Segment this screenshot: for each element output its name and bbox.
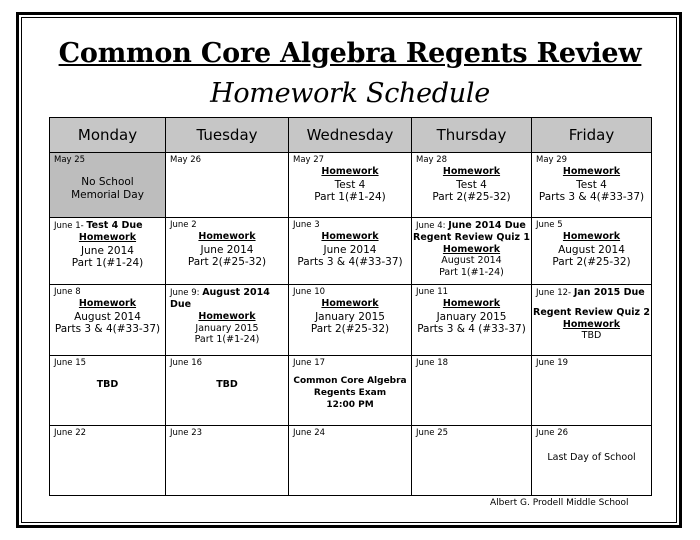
header-thursday: Thursday [412, 118, 532, 153]
event-label: June 2014 Due [448, 220, 526, 231]
date-label: June 15 [54, 358, 87, 368]
day-cell [166, 153, 289, 218]
day-cell [412, 426, 532, 496]
cell-text: Regents Exam [313, 388, 387, 398]
cell-text: 12:00 PM [326, 400, 374, 410]
header-wednesday: Wednesday [289, 118, 412, 153]
day-cell [289, 356, 412, 426]
day-cell [412, 218, 532, 285]
cell-text: Parts 3 & 4(#33-37) [54, 323, 161, 335]
cell-text: TBD [581, 330, 602, 341]
header-friday: Friday [532, 118, 652, 153]
homework-label: Homework [442, 243, 501, 255]
day-cell [50, 426, 166, 496]
day-cell [166, 218, 289, 285]
cell-text: January 2015 [195, 322, 259, 334]
event-label: Regent Review Quiz 2 [533, 307, 650, 318]
cell-text: Test 4 [456, 178, 487, 191]
day-cell [289, 153, 412, 218]
cell-text: Parts 3 & 4(#33-37) [297, 256, 403, 268]
day-cell [532, 285, 652, 356]
date-label: May 25 [54, 155, 86, 165]
date-label: June 3 [293, 220, 320, 230]
day-cell [289, 426, 412, 496]
cell-text: TBD [216, 379, 238, 390]
event-label: Regent Review Quiz 1 [413, 232, 530, 243]
date-line [166, 285, 288, 311]
cell-text: August 2014 [558, 243, 625, 256]
day-cell [166, 426, 289, 496]
date-label: June 11 [416, 287, 449, 297]
cell-text: Test 4 [334, 178, 366, 191]
cell-text: August 2014 [441, 255, 502, 266]
day-cell [412, 153, 532, 218]
cell-text: Part 1(#1-24) [194, 334, 260, 345]
date-label: June 25 [416, 428, 449, 438]
day-cell [166, 356, 289, 426]
event-label: August 2014 Due [170, 287, 270, 310]
schedule-table [49, 117, 652, 496]
day-cell [50, 218, 166, 285]
cell-text: Part 2(#25-32) [310, 323, 390, 335]
homework-label: Homework [198, 311, 256, 322]
date-label: June 4: [416, 221, 446, 231]
cell-text: January 2015 [436, 310, 507, 323]
cell-text: Part 2(#25-32) [552, 256, 631, 268]
day-cell [289, 285, 412, 356]
cell-text: June 2014 [200, 243, 254, 256]
cell-text: Part 2(#25-32) [187, 256, 267, 268]
date-label: June 2 [170, 220, 197, 230]
day-cell [532, 426, 652, 496]
header-monday: Monday [50, 118, 166, 153]
date-line [532, 285, 651, 299]
date-label: June 8 [54, 287, 81, 297]
date-line [50, 218, 165, 232]
event-label: Jan 2015 Due [573, 287, 645, 298]
header-tuesday: Tuesday [166, 118, 289, 153]
cell-text: Parts 3 & 4 (#33-37) [417, 323, 526, 335]
day-cell [532, 153, 652, 218]
homework-label: Homework [442, 166, 501, 177]
event-label: Test 4 Due [86, 220, 143, 231]
homework-label: Homework [562, 166, 621, 177]
cell-text: Common Core Algebra [293, 376, 407, 386]
homework-label: Homework [78, 232, 137, 243]
day-cell [50, 356, 166, 426]
homework-label: Homework [562, 231, 621, 242]
date-label: May 26 [170, 155, 202, 165]
homework-label: Homework [78, 298, 137, 309]
cell-text: No School [81, 176, 134, 188]
date-label: June 18 [416, 358, 449, 368]
cell-text: Part 2(#25-32) [432, 191, 511, 203]
day-cell [289, 218, 412, 285]
header-row [50, 118, 652, 153]
homework-label: Homework [321, 231, 379, 242]
date-label: June 19 [536, 358, 569, 368]
week-row [50, 285, 652, 356]
day-cell [166, 285, 289, 356]
date-label: June 22 [54, 428, 87, 438]
cell-text: Part 1(#1-24) [71, 257, 144, 269]
cell-text: Parts 3 & 4(#33-37) [538, 191, 645, 203]
week-row [50, 356, 652, 426]
week-row [50, 218, 652, 285]
day-cell [412, 356, 532, 426]
page-subtitle: Homework Schedule [210, 78, 490, 109]
date-label: June 1- [54, 221, 84, 231]
date-label: June 24 [293, 428, 326, 438]
homework-label: Homework [321, 166, 379, 177]
date-label: June 17 [293, 358, 326, 368]
week-row [50, 426, 652, 496]
date-label: June 26 [536, 428, 569, 438]
date-label: June 12- [536, 288, 572, 298]
day-cell [50, 285, 166, 356]
cell-text: Part 1(#1-24) [439, 266, 504, 278]
school-name: Albert G. Prodell Middle School [490, 498, 629, 508]
cell-text: TBD [96, 379, 119, 390]
date-label: June 16 [170, 358, 203, 368]
cell-text: Part 1(#1-24) [314, 191, 386, 203]
date-label: May 28 [416, 155, 448, 165]
cell-text: Test 4 [576, 178, 607, 191]
date-label: June 10 [293, 287, 326, 297]
date-label: June 5 [536, 220, 563, 230]
cell-text: June 2014 [323, 243, 377, 256]
cell-text: January 2015 [315, 310, 385, 323]
homework-label: Homework [198, 231, 256, 242]
cell-text: June 2014 [81, 244, 134, 257]
homework-label: Homework [321, 298, 379, 309]
date-label: June 9: [170, 288, 200, 298]
day-cell [412, 285, 532, 356]
cell-text: Memorial Day [71, 188, 144, 201]
day-cell [532, 218, 652, 285]
day-cell [532, 356, 652, 426]
week-row [50, 153, 652, 218]
cell-text: Last Day of School [547, 452, 636, 463]
page-title: Common Core Algebra Regents Review [58, 38, 642, 69]
day-cell [50, 153, 166, 218]
homework-label: Homework [442, 298, 501, 309]
date-label: May 29 [536, 155, 568, 165]
date-label: June 23 [170, 428, 203, 438]
cell-text: August 2014 [74, 310, 141, 323]
date-label: May 27 [293, 155, 325, 165]
date-line [412, 218, 531, 232]
homework-label: Homework [562, 318, 621, 330]
